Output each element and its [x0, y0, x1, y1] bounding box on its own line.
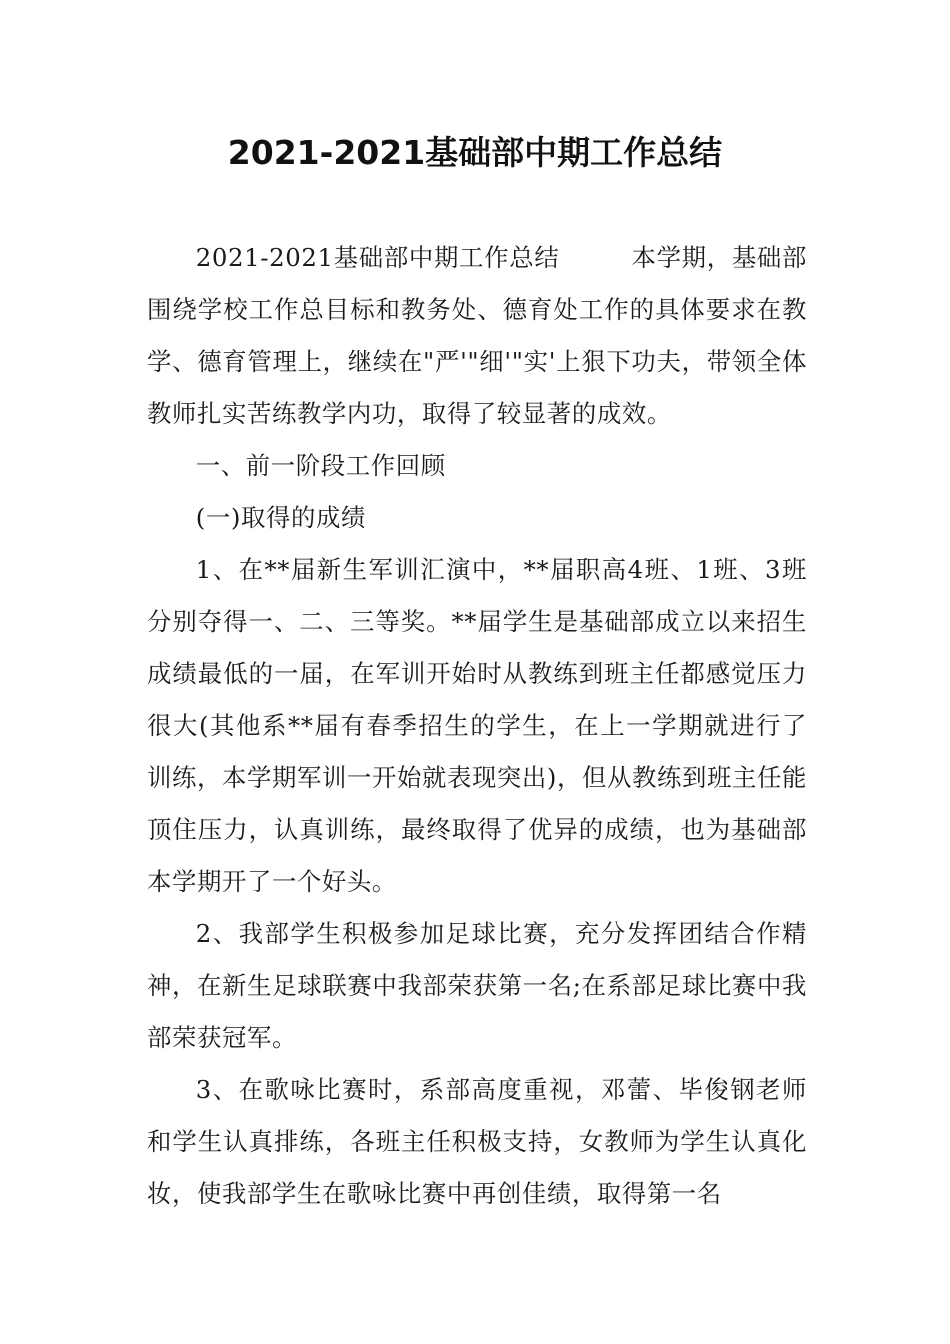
intro-paragraph: [147, 232, 807, 440]
document-title: 2021-2021基础部中期工作总结: [227, 133, 723, 172]
paragraph-item-2: 2、我部学生积极参加足球比赛，充分发挥团结合作精神，在新生足球联赛中我部荣获第一名;在系部足球比赛中我部荣获冠军。: [147, 919, 807, 1052]
paragraph-item-3: 3、在歌咏比赛时，系部高度重视，邓蕾、毕俊钢老师和学生认真排练，各班主任积极支持，女教师为学生认真化妆，使我部学生在歌咏比赛中再创佳绩，取得第一名: [147, 1075, 807, 1208]
intro-text: 本学期，基础部围绕学校工作总目标和教务处、德育处工作的具体要求在教学、德育管理上，继续在"严'"细'"实'上狠下功夫，带领全体教师扎实苦练教学内功，取得了较显著的成效。: [147, 243, 808, 428]
subsection-heading-achievements: (一)取得的成绩: [195, 503, 366, 532]
section-heading-review: 一、前一阶段工作回顾: [195, 451, 446, 480]
intro-lead: 2021-2021基础部中期工作总结: [195, 243, 560, 272]
document-body: [147, 232, 807, 1220]
paragraph-item-1: 1、在**届新生军训汇演中，**届职高4班、1班、3班分别夺得一、二、三等奖。**届学生是基础部成立以来招生成绩最低的一届，在军训开始时从教练到班主任都感觉压力很大(其他系**届有春季招生的学生，在上一学期就进行了训练，本学期军训一开始就表现突出)，但从教练到班主任能顶住压力，认真训练，最终取得了优异的成绩，也为基础部本学期开了一个好头。: [147, 555, 807, 896]
